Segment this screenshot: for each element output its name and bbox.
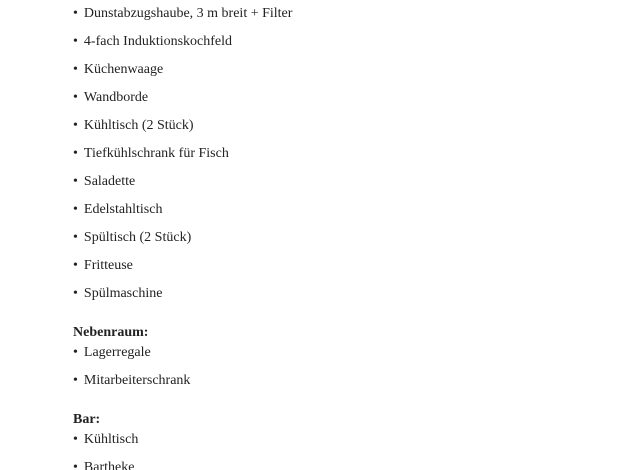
list-item — [73, 6, 586, 22]
list-item-text: Fritteuse — [83, 258, 133, 273]
list-item — [73, 345, 586, 361]
list-item-text: Wandborde — [83, 90, 149, 105]
list-item-text: Lagerregale — [83, 345, 151, 360]
bullet-icon: • — [73, 90, 78, 105]
list-item-text: Edelstahltisch — [83, 202, 163, 217]
bullet-icon: • — [73, 345, 78, 360]
list-item — [73, 286, 586, 302]
bullet-icon: • — [73, 286, 78, 301]
list-item-text: Kühltisch — [83, 432, 139, 447]
list-item-text: Spülmaschine — [83, 286, 163, 301]
list-item — [73, 258, 586, 274]
list-item — [73, 230, 586, 246]
bullet-icon: • — [73, 230, 78, 245]
list-item-text: Kühltisch (2 Stück) — [83, 118, 194, 133]
list-item-text: Küchenwaage — [83, 62, 164, 77]
list-item-text: Saladette — [83, 174, 136, 189]
list-item — [73, 34, 586, 50]
bullet-icon: • — [73, 202, 78, 217]
list-item — [73, 373, 586, 389]
bullet-icon: • — [73, 174, 78, 189]
bullet-icon: • — [73, 146, 78, 161]
section-heading-bar: Bar: — [73, 412, 101, 427]
bullet-icon: • — [73, 432, 78, 447]
list-item-text: Bartheke — [83, 460, 135, 470]
equipment-list-section — [73, 6, 586, 302]
list-item-text: Mitarbeiterschrank — [83, 373, 191, 388]
bullet-icon: • — [73, 460, 78, 470]
list-item — [73, 62, 586, 78]
bullet-icon: • — [73, 118, 78, 133]
list-item-text: Tiefkühlschrank für Fisch — [83, 146, 229, 161]
nebenraum-section — [73, 325, 586, 389]
bar-section — [73, 412, 586, 470]
list-item — [73, 90, 586, 106]
section-heading-nebenraum: Nebenraum: — [73, 325, 149, 340]
bullet-icon: • — [73, 373, 78, 388]
bullet-icon: • — [73, 62, 78, 77]
list-item-text: Dunstabzugshaube, 3 m breit + Filter — [83, 6, 293, 21]
bullet-icon: • — [73, 258, 78, 273]
bullet-icon: • — [73, 6, 78, 21]
list-item — [73, 460, 586, 470]
list-item — [73, 202, 586, 218]
list-item — [73, 146, 586, 162]
list-item — [73, 174, 586, 190]
list-item — [73, 432, 586, 448]
bullet-icon: • — [73, 34, 78, 49]
list-item — [73, 118, 586, 134]
list-item-text: Spültisch (2 Stück) — [83, 230, 192, 245]
list-item-text: 4-fach Induktionskochfeld — [83, 34, 233, 49]
